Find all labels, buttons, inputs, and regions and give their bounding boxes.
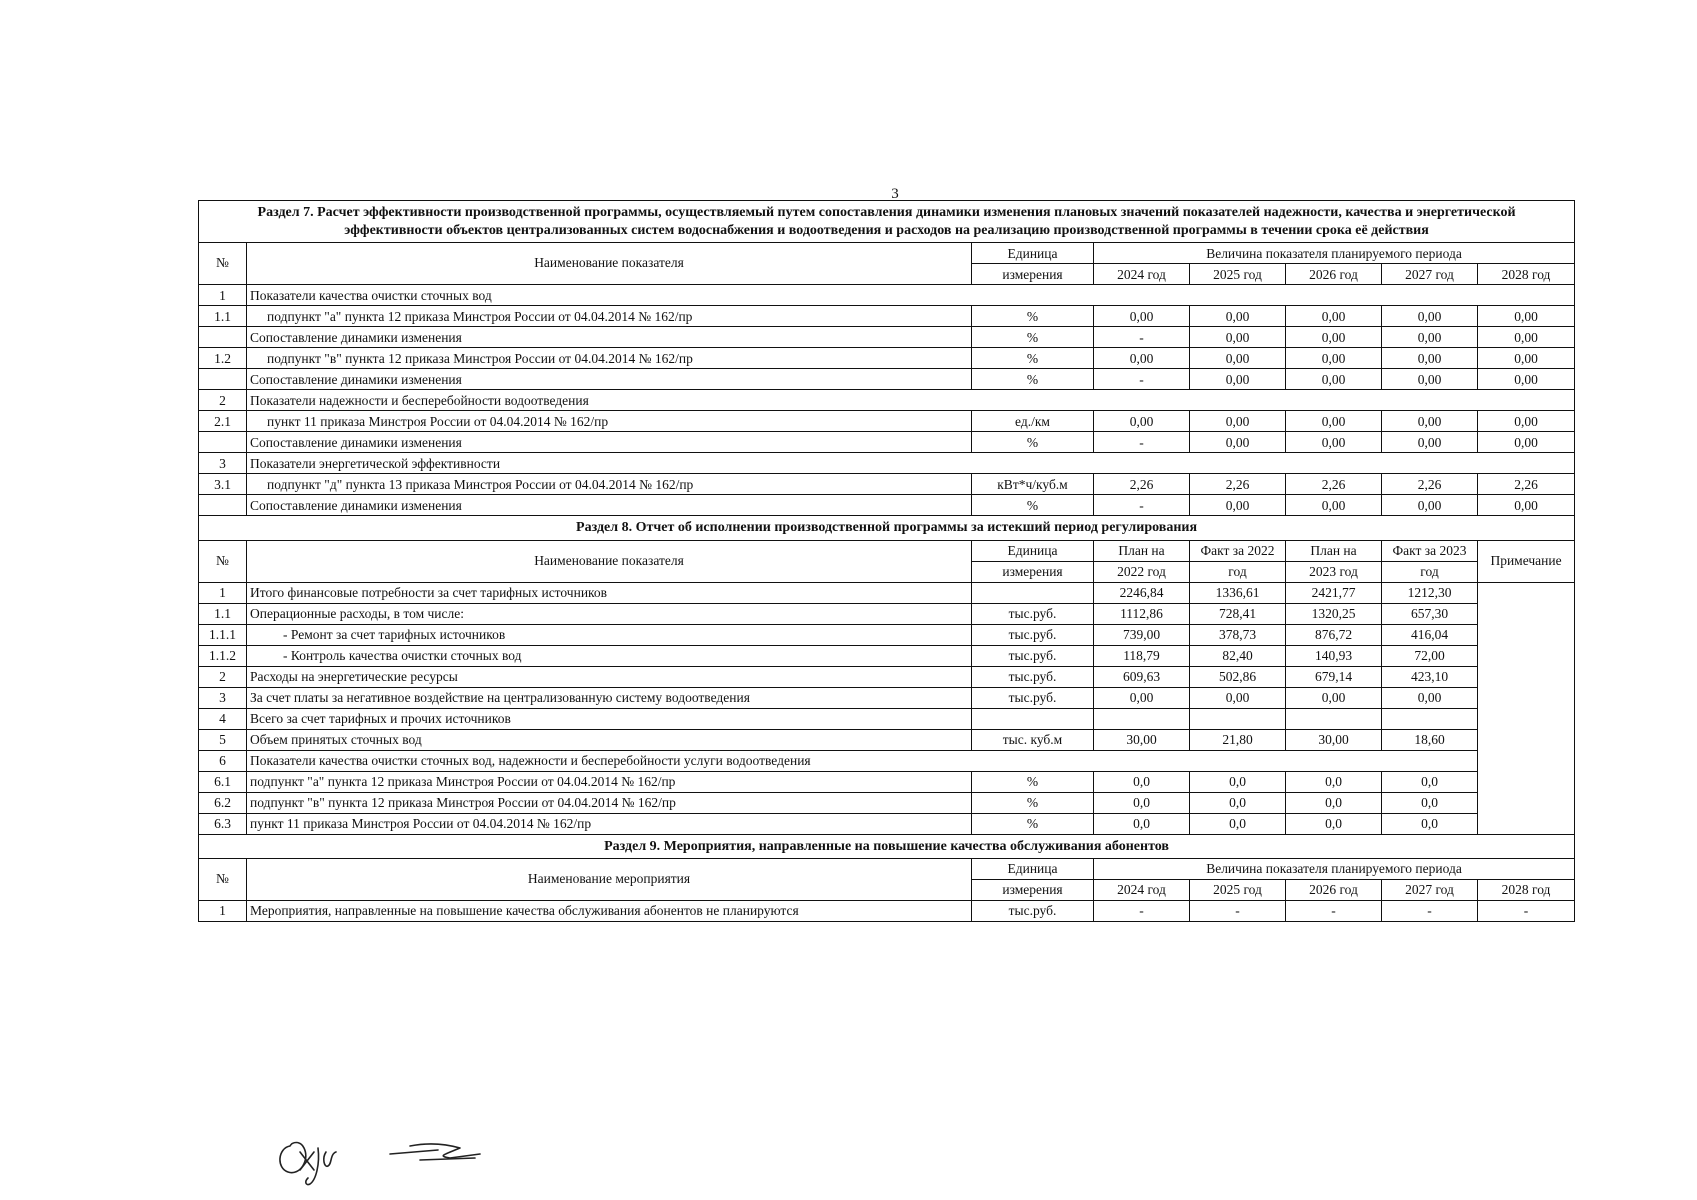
row-value: 0,00 xyxy=(1382,369,1478,390)
table-row xyxy=(199,729,1575,750)
row-name: пункт 11 приказа Минстроя России от 04.04.2014 № 162/пр xyxy=(247,813,972,834)
row-value: 0,00 xyxy=(1286,432,1382,453)
table-row xyxy=(199,495,1575,516)
row-value: 0,0 xyxy=(1286,792,1382,813)
row-value: - xyxy=(1094,900,1190,921)
table-row xyxy=(199,306,1575,327)
row-value: 72,00 xyxy=(1382,645,1478,666)
section8-header-unit-line2: измерения xyxy=(972,561,1094,582)
row-number: 1.1 xyxy=(199,603,247,624)
row-value: 30,00 xyxy=(1286,729,1382,750)
row-unit xyxy=(972,582,1094,603)
section8-header-col-line2: год xyxy=(1382,561,1478,582)
row-name: Сопоставление динамики изменения xyxy=(247,327,972,348)
production-program-table xyxy=(198,200,1575,922)
row-value: 0,00 xyxy=(1190,411,1286,432)
row-number: 6.1 xyxy=(199,771,247,792)
row-value: 30,00 xyxy=(1094,729,1190,750)
row-value: 0,00 xyxy=(1478,495,1575,516)
section7-title: Раздел 7. Расчет эффективности производственной программы, осуществляемый путем сопоставления динамики изменения плановых значений показателей надежности, качества и энергетической эффективности объектов централизованных систем водоснабжения и водоотведения и расходов на реализацию производственной программы в течении срока её действия xyxy=(199,201,1575,243)
table-row xyxy=(199,348,1575,369)
section9-header-year: 2026 год xyxy=(1286,879,1382,900)
section8-title-row xyxy=(199,516,1575,540)
row-unit: % xyxy=(972,495,1094,516)
row-value: 82,40 xyxy=(1190,645,1286,666)
section8-header-col-line1: Факт за 2022 xyxy=(1190,540,1286,561)
row-name: Показатели надежности и бесперебойности водоотведения xyxy=(247,390,1575,411)
row-unit: тыс.руб. xyxy=(972,603,1094,624)
row-value: 0,0 xyxy=(1382,792,1478,813)
row-value: 18,60 xyxy=(1382,729,1478,750)
section9-header-year: 2025 год xyxy=(1190,879,1286,900)
row-value: 1112,86 xyxy=(1094,603,1190,624)
row-number xyxy=(199,495,247,516)
row-value: 0,00 xyxy=(1190,348,1286,369)
row-number: 6 xyxy=(199,750,247,771)
section9-header-year: 2027 год xyxy=(1382,879,1478,900)
row-number: 4 xyxy=(199,708,247,729)
row-value: 2,26 xyxy=(1382,474,1478,495)
signature-image xyxy=(270,1108,520,1188)
row-name: Мероприятия, направленные на повышение качества обслуживания абонентов не планируются xyxy=(247,900,972,921)
section8-header-note: Примечание xyxy=(1478,540,1575,582)
row-number xyxy=(199,432,247,453)
row-value: - xyxy=(1190,900,1286,921)
row-unit: тыс. куб.м xyxy=(972,729,1094,750)
row-value: 2246,84 xyxy=(1094,582,1190,603)
row-unit: % xyxy=(972,306,1094,327)
row-value: 0,0 xyxy=(1094,813,1190,834)
row-value: 0,00 xyxy=(1382,327,1478,348)
table-row xyxy=(199,285,1575,306)
row-name: - Контроль качества очистки сточных вод xyxy=(247,645,972,666)
row-name: Показатели энергетической эффективности xyxy=(247,453,1575,474)
table-row xyxy=(199,474,1575,495)
row-name: Показатели качества очистки сточных вод xyxy=(247,285,1575,306)
table-row xyxy=(199,390,1575,411)
row-value: 2,26 xyxy=(1478,474,1575,495)
row-value: 0,00 xyxy=(1190,687,1286,708)
row-number: 2 xyxy=(199,666,247,687)
row-unit: % xyxy=(972,369,1094,390)
row-name: Показатели качества очистки сточных вод, надежности и бесперебойности услуги водоотведения xyxy=(247,750,1478,771)
row-value: 1336,61 xyxy=(1190,582,1286,603)
row-unit: тыс.руб. xyxy=(972,666,1094,687)
row-value: 0,00 xyxy=(1286,495,1382,516)
table-row xyxy=(199,813,1575,834)
row-value: - xyxy=(1478,900,1575,921)
row-value: 0,00 xyxy=(1286,369,1382,390)
section7-header-year: 2024 год xyxy=(1094,264,1190,285)
row-value: 0,00 xyxy=(1382,432,1478,453)
row-value: 0,00 xyxy=(1286,306,1382,327)
row-value: 609,63 xyxy=(1094,666,1190,687)
table-row xyxy=(199,792,1575,813)
row-number: 2 xyxy=(199,390,247,411)
section7-header-name: Наименование показателя xyxy=(247,243,972,285)
table-row xyxy=(199,327,1575,348)
section8-header-col-line2: год xyxy=(1190,561,1286,582)
row-value: 679,14 xyxy=(1286,666,1382,687)
section8-header-unit-line1: Единица xyxy=(972,540,1094,561)
row-value: 0,0 xyxy=(1190,792,1286,813)
row-value: - xyxy=(1094,432,1190,453)
row-value: 0,00 xyxy=(1190,432,1286,453)
section7-header-year: 2025 год xyxy=(1190,264,1286,285)
section7-header-year: 2028 год xyxy=(1478,264,1575,285)
section8-header-name: Наименование показателя xyxy=(247,540,972,582)
row-value xyxy=(1190,708,1286,729)
section9-title-row xyxy=(199,834,1575,858)
table-row xyxy=(199,645,1575,666)
section9-header-unit-line2: измерения xyxy=(972,879,1094,900)
row-value: 0,00 xyxy=(1190,327,1286,348)
row-value: - xyxy=(1094,495,1190,516)
section8-header-col-line2: 2022 год xyxy=(1094,561,1190,582)
row-number: 3 xyxy=(199,687,247,708)
row-value: 0,0 xyxy=(1094,792,1190,813)
row-number: 6.2 xyxy=(199,792,247,813)
section8-note-cell xyxy=(1478,582,1575,834)
row-value: 0,00 xyxy=(1382,306,1478,327)
section8-header-col-line2: 2023 год xyxy=(1286,561,1382,582)
row-value: 2421,77 xyxy=(1286,582,1382,603)
row-value: 0,0 xyxy=(1382,771,1478,792)
row-value: 2,26 xyxy=(1286,474,1382,495)
row-number: 3 xyxy=(199,453,247,474)
row-value: - xyxy=(1286,900,1382,921)
row-name: подпункт "д" пункта 13 приказа Минстроя России от 04.04.2014 № 162/пр xyxy=(247,474,972,495)
page-number: 3 xyxy=(891,186,899,202)
section9-header-name: Наименование мероприятия xyxy=(247,858,972,900)
table-row xyxy=(199,582,1575,603)
table-row xyxy=(199,411,1575,432)
section7-header-year: 2026 год xyxy=(1286,264,1382,285)
row-value: 423,10 xyxy=(1382,666,1478,687)
row-number: 1.1.2 xyxy=(199,645,247,666)
row-value: 739,00 xyxy=(1094,624,1190,645)
row-name: Всего за счет тарифных и прочих источников xyxy=(247,708,972,729)
row-value: 21,80 xyxy=(1190,729,1286,750)
table-row xyxy=(199,708,1575,729)
row-number: 6.3 xyxy=(199,813,247,834)
row-name: Сопоставление динамики изменения xyxy=(247,369,972,390)
row-value: 0,0 xyxy=(1190,771,1286,792)
table-row xyxy=(199,750,1575,771)
row-unit xyxy=(972,708,1094,729)
table-row xyxy=(199,900,1575,921)
section8-header-col-line1: План на xyxy=(1286,540,1382,561)
row-value: 2,26 xyxy=(1094,474,1190,495)
table-row xyxy=(199,666,1575,687)
table-row xyxy=(199,771,1575,792)
row-unit: ед./км xyxy=(972,411,1094,432)
row-value: 876,72 xyxy=(1286,624,1382,645)
row-name: Сопоставление динамики изменения xyxy=(247,432,972,453)
section9-header-year: 2024 год xyxy=(1094,879,1190,900)
section7-header-year: 2027 год xyxy=(1382,264,1478,285)
row-name: пункт 11 приказа Минстроя России от 04.04.2014 № 162/пр xyxy=(247,411,972,432)
table-row xyxy=(199,687,1575,708)
row-value: 118,79 xyxy=(1094,645,1190,666)
row-value: 1212,30 xyxy=(1382,582,1478,603)
row-value: 0,00 xyxy=(1190,495,1286,516)
row-unit: тыс.руб. xyxy=(972,687,1094,708)
row-value: 0,00 xyxy=(1382,687,1478,708)
row-unit: % xyxy=(972,792,1094,813)
table-row xyxy=(199,369,1575,390)
row-value: - xyxy=(1094,369,1190,390)
row-value: 0,00 xyxy=(1286,327,1382,348)
row-name: Расходы на энергетические ресурсы xyxy=(247,666,972,687)
row-unit: тыс.руб. xyxy=(972,645,1094,666)
row-value: 416,04 xyxy=(1382,624,1478,645)
row-value: 0,00 xyxy=(1286,348,1382,369)
row-name: За счет платы за негативное воздействие на централизованную систему водоотведения xyxy=(247,687,972,708)
section9-header-row-1 xyxy=(199,858,1575,879)
row-value: 0,0 xyxy=(1190,813,1286,834)
row-value xyxy=(1094,708,1190,729)
row-value: 657,30 xyxy=(1382,603,1478,624)
section7-header-row-1 xyxy=(199,243,1575,264)
section7-header-unit-line1: Единица xyxy=(972,243,1094,264)
section7-title-row xyxy=(199,201,1575,243)
row-name: - Ремонт за счет тарифных источников xyxy=(247,624,972,645)
row-value: 0,00 xyxy=(1286,687,1382,708)
section7-header-num: № xyxy=(199,243,247,285)
section8-header-col-line1: Факт за 2023 xyxy=(1382,540,1478,561)
row-value: 0,00 xyxy=(1478,411,1575,432)
section9-title: Раздел 9. Мероприятия, направленные на повышение качества обслуживания абонентов xyxy=(199,834,1575,858)
section9-header-period: Величина показателя планируемого периода xyxy=(1094,858,1575,879)
row-value: 0,00 xyxy=(1094,687,1190,708)
row-name: подпункт "в" пункта 12 приказа Минстроя России от 04.04.2014 № 162/пр xyxy=(247,792,972,813)
row-value: 140,93 xyxy=(1286,645,1382,666)
section9-header-year: 2028 год xyxy=(1478,879,1575,900)
row-unit: тыс.руб. xyxy=(972,900,1094,921)
row-number: 1 xyxy=(199,900,247,921)
row-unit: тыс.руб. xyxy=(972,624,1094,645)
row-value: 0,00 xyxy=(1190,369,1286,390)
row-value: 0,00 xyxy=(1478,327,1575,348)
row-value xyxy=(1382,708,1478,729)
row-value: - xyxy=(1382,900,1478,921)
section7-header-unit-line2: измерения xyxy=(972,264,1094,285)
row-name: подпункт "а" пункта 12 приказа Минстроя России от 04.04.2014 № 162/пр xyxy=(247,771,972,792)
section9-header-unit-line1: Единица xyxy=(972,858,1094,879)
row-value: 0,00 xyxy=(1190,306,1286,327)
row-value: 0,00 xyxy=(1094,348,1190,369)
row-number: 1.2 xyxy=(199,348,247,369)
row-value: 0,00 xyxy=(1094,306,1190,327)
row-value: 0,00 xyxy=(1478,348,1575,369)
row-unit: % xyxy=(972,327,1094,348)
row-value: 0,0 xyxy=(1094,771,1190,792)
table-body xyxy=(199,201,1575,922)
row-value: 0,00 xyxy=(1382,495,1478,516)
row-number: 1 xyxy=(199,582,247,603)
table-row xyxy=(199,432,1575,453)
row-value xyxy=(1286,708,1382,729)
row-unit: % xyxy=(972,348,1094,369)
table-row xyxy=(199,453,1575,474)
row-unit: % xyxy=(972,771,1094,792)
table-row xyxy=(199,624,1575,645)
row-value: 0,00 xyxy=(1382,348,1478,369)
row-number: 5 xyxy=(199,729,247,750)
row-name: подпункт "в" пункта 12 приказа Минстроя России от 04.04.2014 № 162/пр xyxy=(247,348,972,369)
row-value: 0,00 xyxy=(1478,432,1575,453)
row-value: 0,00 xyxy=(1478,306,1575,327)
row-name: Операционные расходы, в том числе: xyxy=(247,603,972,624)
row-number: 2.1 xyxy=(199,411,247,432)
section8-header-col-line1: План на xyxy=(1094,540,1190,561)
row-value: 502,86 xyxy=(1190,666,1286,687)
row-value: 0,00 xyxy=(1478,369,1575,390)
row-value: 0,00 xyxy=(1286,411,1382,432)
section8-title: Раздел 8. Отчет об исполнении производственной программы за истекший период регулирования xyxy=(199,516,1575,540)
row-value: 0,0 xyxy=(1382,813,1478,834)
row-unit: кВт*ч/куб.м xyxy=(972,474,1094,495)
row-number xyxy=(199,369,247,390)
row-value: - xyxy=(1094,327,1190,348)
row-value: 0,00 xyxy=(1382,411,1478,432)
row-value: 378,73 xyxy=(1190,624,1286,645)
row-name: Объем принятых сточных вод xyxy=(247,729,972,750)
row-number: 3.1 xyxy=(199,474,247,495)
table-row xyxy=(199,603,1575,624)
row-number xyxy=(199,327,247,348)
row-name: Сопоставление динамики изменения xyxy=(247,495,972,516)
section8-header-num: № xyxy=(199,540,247,582)
row-name: Итого финансовые потребности за счет тарифных источников xyxy=(247,582,972,603)
row-number: 1 xyxy=(199,285,247,306)
row-value: 0,0 xyxy=(1286,813,1382,834)
row-unit: % xyxy=(972,813,1094,834)
section7-header-period: Величина показателя планируемого периода xyxy=(1094,243,1575,264)
row-value: 728,41 xyxy=(1190,603,1286,624)
row-unit: % xyxy=(972,432,1094,453)
section9-header-num: № xyxy=(199,858,247,900)
row-value: 2,26 xyxy=(1190,474,1286,495)
section8-header-row-1 xyxy=(199,540,1575,561)
row-name: подпункт "а" пункта 12 приказа Минстроя России от 04.04.2014 № 162/пр xyxy=(247,306,972,327)
row-value: 0,0 xyxy=(1286,771,1382,792)
row-value: 1320,25 xyxy=(1286,603,1382,624)
row-number: 1.1.1 xyxy=(199,624,247,645)
row-value: 0,00 xyxy=(1094,411,1190,432)
row-number: 1.1 xyxy=(199,306,247,327)
